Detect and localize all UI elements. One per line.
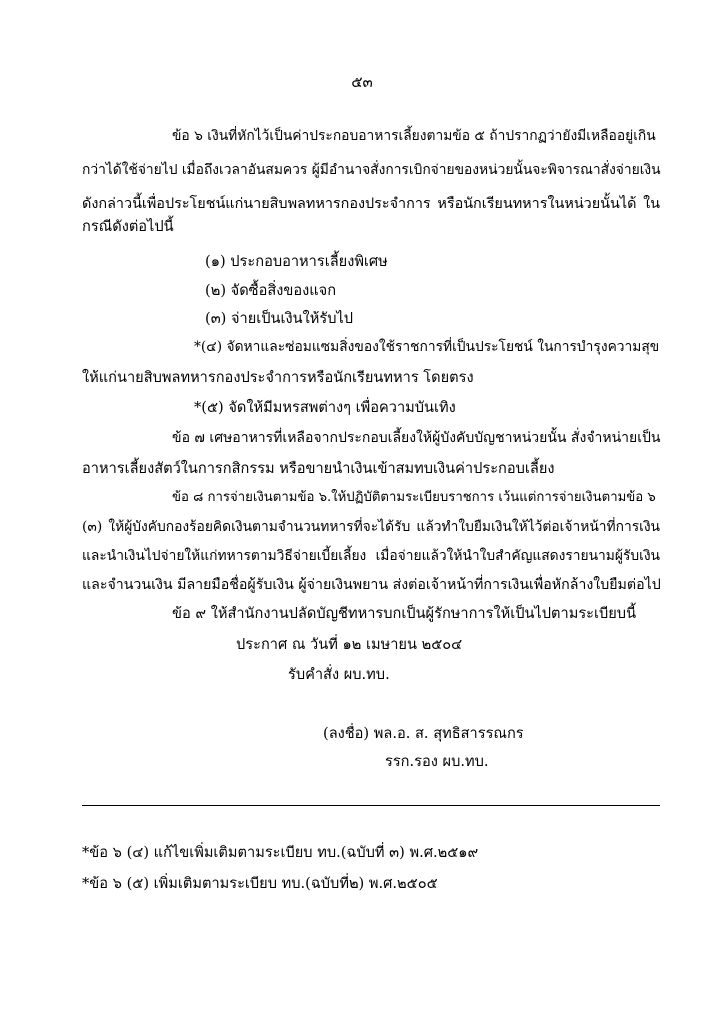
clause-8-line-1: ข้อ ๘ การจ่ายเงินตามข้อ ๖.ให้ปฏิบัติตามระเบียบราชการ เว้นแต่การจ่ายเงินตามข้อ ๖	[172, 490, 656, 505]
footnote-divider	[82, 805, 660, 806]
list-item-1: (๑) ประกอบอาหารเลี้ยงพิเศษ	[205, 253, 388, 270]
clause-6-line-2: กว่าได้ใช้จ่ายไป เมื่อถึงเวลาอันสมควร ผู้มีอำนาจสั่งการเบิกจ่ายของหน่วยนั้นจะพิจารณาสั่งจ่ายเงิน	[82, 162, 661, 178]
proclamation-date: ประกาศ ณ วันที่ ๑๒ เมษายน ๒๕๐๔	[236, 636, 463, 653]
footnote-2: *ข้อ ๖ (๕) เพิ่มเติมตามระเบียบ ทบ.(ฉบับที่๒) พ.ศ.๒๕๐๕	[82, 875, 438, 892]
footnote-1: *ข้อ ๖ (๔) แก้ไขเพิ่มเติมตามระเบียบ ทบ.(ฉบับที่ ๓) พ.ศ.๒๕๑๙	[82, 844, 479, 861]
clause-8-line-3: และนำเงินไปจ่ายให้แก่ทหารตามวิธีจ่ายเบี้ยเลี้ยง เมื่อจ่ายแล้วให้นำใบสำคัญแสดงรายนามผู้รับเงิน	[82, 548, 660, 564]
clause-6-line-3: ดังกล่าวนี้เพื่อประโยชน์แก่นายสิบพลทหารกองประจำการ หรือนักเรียนทหารในหน่วยนั้นได้ ใน	[82, 196, 660, 212]
list-item-4-line-2: ให้แก่นายสิบพลทหารกองประจำการหรือนักเรียนทหาร โดยตรง	[82, 369, 474, 386]
signature-position: รรก.รอง ผบ.ทบ.	[385, 753, 489, 770]
list-item-5: *(๕) จัดให้มีมหรสพต่างๆ เพื่อความบันเทิง	[194, 399, 456, 416]
clause-8-line-4: และจำนวนเงิน มีลายมือชื่อผู้รับเงิน ผู้จ่ายเงินพยาน ส่งต่อเจ้าหน้าที่การเงินเพื่อหักล้างใบยืมต่อไป	[82, 577, 661, 593]
clause-6-line-4: กรณีดังต่อไปนี้	[82, 218, 174, 235]
proclamation-order: รับคำสั่ง ผบ.ทบ.	[288, 666, 390, 683]
page-number: ๕๓	[351, 73, 373, 91]
clause-6-line-1: ข้อ ๖ เงินที่หักไว้เป็นค่าประกอบอาหารเลี้ยงตามข้อ ๕ ถ้าปรากฏว่ายังมีเหลืออยู่เกิน	[172, 128, 656, 144]
clause-9: ข้อ ๙ ให้สำนักงานปลัดบัญชีทหารบกเป็นผู้รักษาการให้เป็นไปตามระเบียบนี้	[172, 605, 637, 622]
list-item-2: (๒) จัดซื้อสิ่งของแจก	[205, 282, 337, 299]
list-item-4-line-1: *(๔) จัดหาและซ่อมแซมสิ่งของใช้ราชการที่เป็นประโยชน์ ในการบำรุงความสุข	[194, 339, 660, 355]
clause-8-line-2: (๓) ให้ผู้บังคับกองร้อยคิดเงินตามจำนวนทหารที่จะได้รับ แล้วทำใบยืมเงินให้ไว้ต่อเจ้าหน้าที่การเงิน	[82, 519, 660, 535]
signature-name: (ลงชื่อ) พล.อ. ส. สุทธิสารรณกร	[323, 725, 524, 742]
list-item-3: (๓) จ่ายเป็นเงินให้รับไป	[205, 310, 354, 327]
clause-7-line-1: ข้อ ๗ เศษอาหารที่เหลือจากประกอบเลี้ยงให้ผู้บังคับบัญชาหน่วยนั้น สั่งจำหน่ายเป็น	[172, 430, 661, 446]
clause-7-line-2: อาหารเลี้ยงสัตว์ในการกสิกรรม หรือขายนำเงินเข้าสมทบเงินค่าประกอบเลี้ยง	[82, 460, 555, 477]
